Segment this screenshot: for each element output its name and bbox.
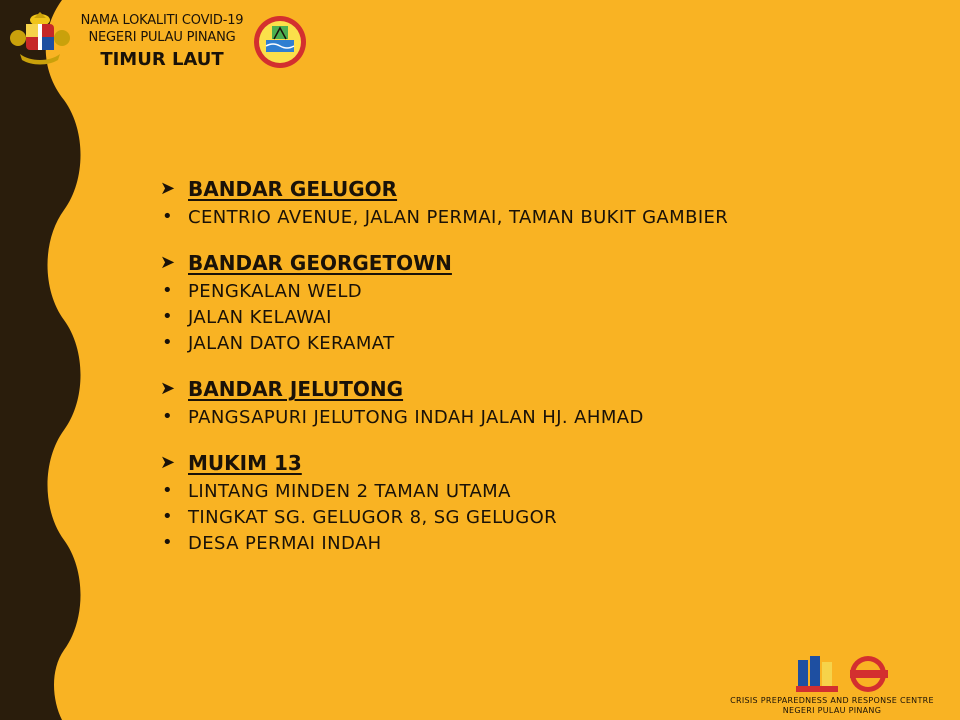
header-line-1: NAMA LOKALITI COVID-19 bbox=[80, 13, 244, 28]
section-title-text: BANDAR GEORGETOWN bbox=[188, 251, 452, 275]
malaysia-crest-logo bbox=[8, 10, 72, 66]
arrowhead-icon: ➤ bbox=[160, 378, 176, 399]
left-wave-band bbox=[0, 0, 90, 720]
section-title-text: BANDAR JELUTONG bbox=[188, 377, 404, 401]
section-bandar-jelutong bbox=[160, 374, 880, 430]
section-mukim-13 bbox=[160, 448, 880, 556]
list-item-text: PENGKALAN WELD bbox=[188, 280, 363, 302]
header-title-block bbox=[70, 12, 254, 72]
list-item-text: LINTANG MINDEN 2 TAMAN UTAMA bbox=[188, 480, 511, 502]
locality-list bbox=[160, 174, 880, 574]
list-item-text: PANGSAPURI JELUTONG INDAH JALAN HJ. AHMAD bbox=[188, 406, 644, 428]
footer-line-1: CRISIS PREPAREDNESS AND RESPONSE CENTRE bbox=[730, 696, 934, 705]
section-title bbox=[160, 448, 880, 478]
bullet-icon: • bbox=[162, 206, 173, 227]
cprc-logos bbox=[794, 652, 894, 696]
list-item bbox=[160, 278, 880, 304]
bullet-icon: • bbox=[162, 332, 173, 353]
section-title-text: BANDAR GELUGOR bbox=[188, 177, 398, 201]
penang-state-badge-logo bbox=[252, 14, 308, 70]
list-item bbox=[160, 504, 880, 530]
list-item bbox=[160, 478, 880, 504]
list-item bbox=[160, 404, 880, 430]
list-item-text: JALAN DATO KERAMAT bbox=[188, 332, 395, 354]
list-item bbox=[160, 304, 880, 330]
list-item-text: JALAN KELAWAI bbox=[188, 306, 332, 328]
section-bandar-georgetown bbox=[160, 248, 880, 356]
arrowhead-icon: ➤ bbox=[160, 452, 176, 473]
list-item bbox=[160, 330, 880, 356]
section-title bbox=[160, 174, 880, 204]
bullet-icon: • bbox=[162, 280, 173, 301]
district-title: TIMUR LAUT bbox=[100, 49, 224, 70]
arrowhead-icon: ➤ bbox=[160, 252, 176, 273]
bullet-icon: • bbox=[162, 532, 173, 553]
list-item-text: TINGKAT SG. GELUGOR 8, SG GELUGOR bbox=[188, 506, 558, 528]
section-title bbox=[160, 248, 880, 278]
bullet-icon: • bbox=[162, 506, 173, 527]
list-item bbox=[160, 530, 880, 556]
section-title bbox=[160, 374, 880, 404]
section-bandar-gelugor bbox=[160, 174, 880, 230]
header-line-2: NEGERI PULAU PINANG bbox=[88, 30, 236, 45]
bullet-icon: • bbox=[162, 406, 173, 427]
section-title-text: MUKIM 13 bbox=[188, 451, 302, 475]
list-item-text: CENTRIO AVENUE, JALAN PERMAI, TAMAN BUKIT GAMBIER bbox=[188, 206, 729, 228]
footer-line-2: NEGERI PULAU PINANG bbox=[782, 706, 882, 715]
bullet-icon: • bbox=[162, 480, 173, 501]
footer-organization bbox=[712, 696, 952, 716]
arrowhead-icon: ➤ bbox=[160, 178, 176, 199]
bullet-icon: • bbox=[162, 306, 173, 327]
list-item bbox=[160, 204, 880, 230]
list-item-text: DESA PERMAI INDAH bbox=[188, 532, 382, 554]
